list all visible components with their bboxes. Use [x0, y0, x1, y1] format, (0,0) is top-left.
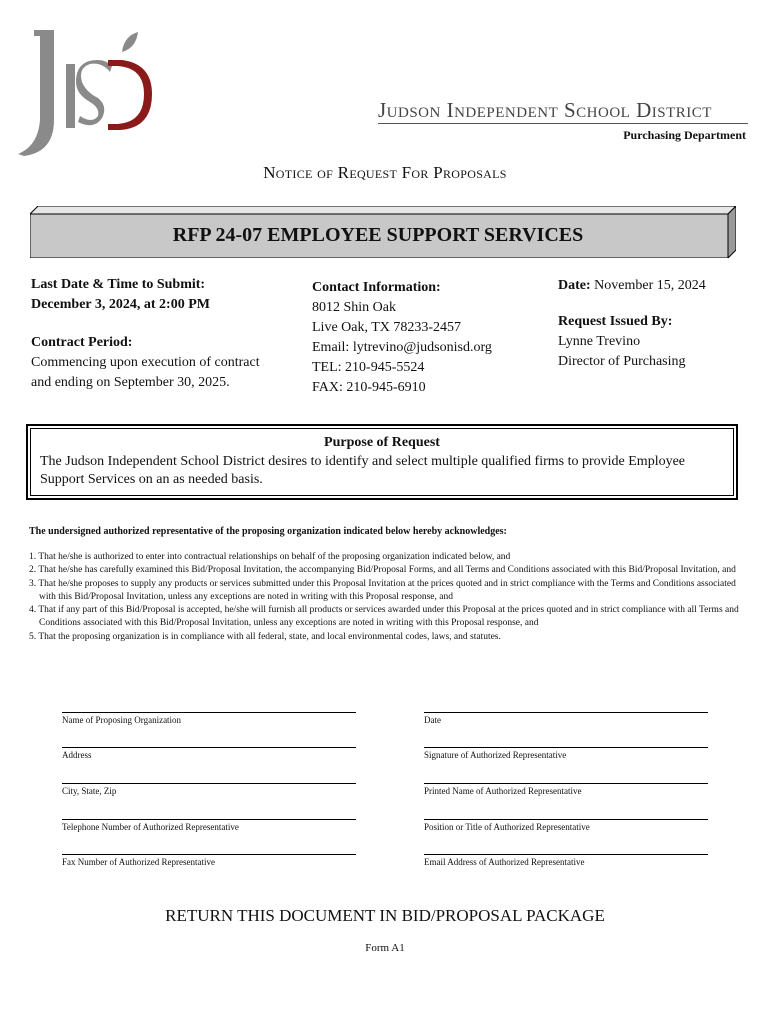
- issued-by-label: Request Issued By:: [558, 314, 673, 329]
- list-item: 5. That the proposing organization is in compliance with all federal, state, and local environmental codes, laws, and statutes.: [29, 631, 501, 642]
- list-item: 1. That he/she is authorized to enter into contractual relationships on behalf of the proposing organization indicated below, and: [29, 552, 511, 562]
- address-line[interactable]: [62, 747, 356, 748]
- acknowledgement-list: [29, 551, 741, 644]
- department-label: Purchasing Department: [623, 128, 746, 142]
- submission-value: December 3, 2024, at 2:00 PM: [31, 297, 210, 312]
- contact-email: Email: lytrevino@judsonisd.org: [312, 340, 492, 355]
- contact-address2: Live Oak, TX 78233-2457: [312, 320, 462, 335]
- contact-tel: TEL: 210-945-5524: [312, 360, 425, 375]
- submission-info: [31, 275, 281, 393]
- form-label: Form A1: [365, 942, 405, 954]
- city-state-zip-line[interactable]: [62, 783, 356, 784]
- city-state-zip-label: City, State, Zip: [62, 786, 117, 796]
- contract-period-value: Commencing upon execution of contract and ending on September 30, 2025.: [31, 355, 260, 390]
- contact-label: Contact Information:: [312, 280, 441, 295]
- jisd-logo: [10, 22, 160, 162]
- district-name: Judson Independent School District: [378, 98, 712, 122]
- position-title-label: Position or Title of Authorized Representative: [424, 822, 590, 832]
- telephone-line[interactable]: [62, 819, 356, 820]
- issuer-name: Lynne Trevino: [558, 334, 641, 349]
- contract-period-label: Contract Period:: [31, 335, 133, 350]
- telephone-label: Telephone Number of Authorized Representative: [62, 822, 239, 832]
- submission-label: Last Date & Time to Submit:: [31, 277, 206, 292]
- issuer-title: Director of Purchasing: [558, 354, 686, 369]
- purpose-text: The Judson Independent School District desires to identify and select multiple qualified firms to provide Employee Support Services on an as needed basis.: [40, 454, 686, 487]
- list-item: 3. That he/she proposes to supply any products or services submitted under this Proposal Invitation at the prices quoted and in strict compliance with the Terms and Conditions associated with this Bid/Proposal Invitation, unless any exceptions are noted in writing with this Proposal response, and: [29, 578, 736, 602]
- list-item: 2. That he/she has carefully examined this Bid/Proposal Invitation, the accompanying Bid/Proposal Forms, and all Terms and Conditions associated with this Bid/Proposal Invitation, and: [29, 565, 736, 576]
- date-value: November 15, 2024: [594, 278, 706, 293]
- date-field-label: Date: [424, 715, 441, 725]
- purpose-heading: Purpose of Request: [324, 435, 440, 450]
- position-title-line[interactable]: [424, 819, 708, 820]
- contact-info: [312, 278, 542, 398]
- contact-address1: 8012 Shin Oak: [312, 300, 396, 315]
- issue-info: [558, 276, 748, 372]
- signature-label: Signature of Authorized Representative: [424, 750, 567, 760]
- acknowledgement-heading: The undersigned authorized representative of the proposing organization indicated below hereby acknowledges:: [29, 526, 507, 537]
- printed-name-label: Printed Name of Authorized Representative: [424, 786, 582, 796]
- fax-label: Fax Number of Authorized Representative: [62, 857, 215, 867]
- date-label: Date:: [558, 278, 591, 293]
- list-item: 4. That if any part of this Bid/Proposal is accepted, he/she will furnish all products or services awarded under this Proposal at the prices quoted and in strict compliance with all Terms and Conditions associated with this Bid/Proposal Invitation, unless any exceptions are noted in writing with this Proposal response, and: [29, 605, 739, 629]
- rfp-title: RFP 24-07 EMPLOYEE SUPPORT SERVICES: [172, 224, 584, 246]
- email-line[interactable]: [424, 854, 708, 855]
- organization-name-label: Name of Proposing Organization: [62, 715, 182, 725]
- notice-title: Notice of Request For Proposals: [263, 163, 507, 182]
- contact-fax: FAX: 210-945-6910: [312, 380, 426, 395]
- return-instruction: RETURN THIS DOCUMENT IN BID/PROPOSAL PACKAGE: [165, 906, 605, 925]
- organization-name-line[interactable]: [62, 712, 356, 713]
- date-line[interactable]: [424, 712, 708, 713]
- signature-line[interactable]: [424, 747, 708, 748]
- header-divider: [378, 123, 748, 124]
- email-label: Email Address of Authorized Representative: [424, 857, 585, 867]
- address-label: Address: [62, 750, 92, 760]
- fax-line[interactable]: [62, 854, 356, 855]
- printed-name-line[interactable]: [424, 783, 708, 784]
